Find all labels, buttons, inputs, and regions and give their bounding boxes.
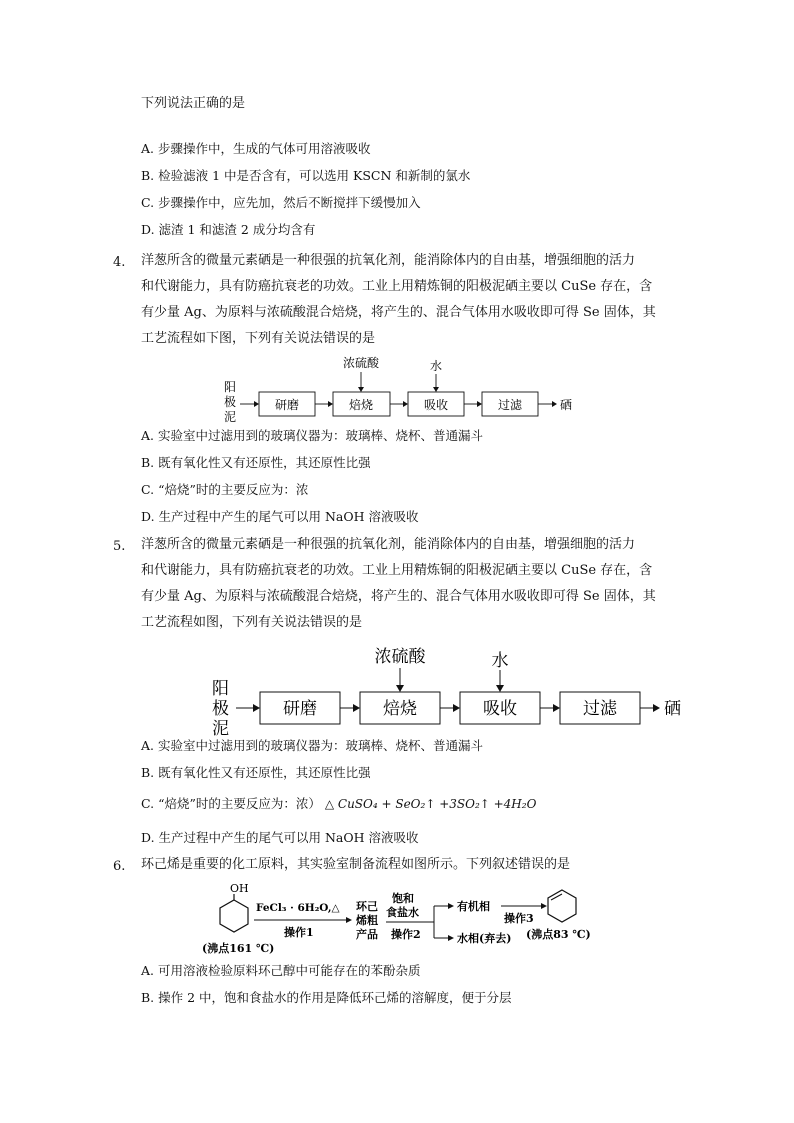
- reaction-equation: △ CuSO₄ + SeO₂↑ +3SO₂↑ +4H₂O: [324, 797, 537, 811]
- hydroxyl-label: OH: [230, 882, 249, 895]
- flow-arrowhead: [346, 917, 352, 923]
- flow-input-label: 浓硫酸: [342, 356, 380, 370]
- question-intro: 下列说法正确的是: [141, 96, 246, 111]
- flow-start-char: 极: [212, 699, 229, 719]
- flow-end-label: 硒: [560, 398, 573, 412]
- option-a: A. 可用溶液检验原料环己醇中可能存在的苯酚杂质: [141, 963, 421, 978]
- flow-start-char: 泥: [224, 410, 237, 424]
- flow-arrowhead: [448, 903, 454, 909]
- cyclohexene-structure: [548, 890, 576, 922]
- flow-box-label: 吸收: [483, 699, 517, 719]
- question-stem-line: 和代谢能力，具有防癌抗衰老的功效。工业上用精炼铜的阳极泥硒主要以 CuSe 存在，含: [141, 563, 653, 578]
- flow-start-char: 阳: [212, 679, 229, 699]
- boiling-point-label: (沸点161 ℃): [202, 942, 275, 955]
- question-stem-line: 工艺流程如下图，下列有关说法错误的是: [141, 331, 376, 346]
- flow-arrowhead: [353, 704, 360, 712]
- flow-arrowhead: [653, 704, 660, 712]
- question-stem-line: 有少量 Ag、为原料与浓硫酸混合焙烧，将产生的、混合气体用水吸收即可得 Se 固体，其: [141, 305, 656, 320]
- flow-input-label: 浓硫酸: [374, 647, 426, 667]
- option-b: B. 既有氧化性又有还原性，其还原性比强: [141, 455, 371, 470]
- process-flow-diagram: [220, 352, 580, 432]
- flow-arrowhead: [403, 401, 408, 407]
- organic-phase-label: 有机相: [457, 900, 490, 913]
- flow-input-label: 水: [429, 359, 443, 373]
- flow-arrowhead: [396, 685, 404, 692]
- option-c: [141, 795, 536, 813]
- crude-product-label: 环己: [356, 900, 378, 913]
- flow-arrowhead: [453, 704, 460, 712]
- aqueous-phase-label: 水相(弃去): [457, 932, 512, 945]
- brine-label: 饱和: [392, 892, 414, 905]
- question-stem-line: 环己烯是重要的化工原料，其实验室制备流程如图所示。下列叙述错误的是: [141, 857, 571, 872]
- flow-arrowhead: [477, 401, 482, 407]
- flow-box-label: 过滤: [497, 398, 523, 412]
- flow-start-char: 极: [224, 395, 237, 409]
- process-flow-diagram: [208, 640, 698, 740]
- flow-arrowhead: [496, 685, 504, 692]
- flow-arrowhead: [448, 935, 454, 941]
- flow-arrowhead: [553, 704, 560, 712]
- question-number: 5.: [113, 539, 126, 554]
- synthesis-flow-diagram: [196, 880, 616, 970]
- flow-arrowhead: [433, 387, 439, 392]
- question-stem-line: 洋葱所含的微量元素硒是一种很强的抗氧化剂，能消除体内的自由基，增强细胞的活力: [141, 537, 636, 552]
- flow-arrowhead: [253, 704, 260, 712]
- option-a: A. 步骤操作中，生成的气体可用溶液吸收: [141, 141, 371, 156]
- crude-product-label: 产品: [356, 928, 378, 941]
- flow-arrowhead: [358, 387, 364, 392]
- crude-product-label: 烯粗: [356, 914, 378, 927]
- flow-arrowhead: [541, 903, 547, 909]
- flow-arrowhead: [254, 401, 259, 407]
- option-d: D. 生产过程中产生的尾气可以用 NaOH 溶液吸收: [141, 509, 419, 524]
- boiling-point-label: (沸点83 ℃): [526, 928, 591, 941]
- operation-label: 操作3: [504, 912, 534, 925]
- operation-label: 操作2: [391, 928, 421, 941]
- question-stem-line: 有少量 Ag、为原料与浓硫酸混合焙烧，将产生的、混合气体用水吸收即可得 Se 固体，其: [141, 589, 656, 604]
- option-d: D. 滤渣 1 和滤渣 2 成分均含有: [141, 222, 316, 237]
- question-stem-line: 和代谢能力，具有防癌抗衰老的功效。工业上用精炼铜的阳极泥硒主要以 CuSe 存在，含: [141, 279, 653, 294]
- flow-arrowhead: [328, 401, 333, 407]
- flow-start-char: 阳: [224, 380, 237, 394]
- flow-box-label: 吸收: [423, 398, 449, 412]
- flow-box-label: 研磨: [283, 699, 317, 719]
- question-number: 4.: [113, 255, 126, 270]
- option-b: B. 检验滤液 1 中是否含有，可以选用 KSCN 和新制的氯水: [141, 168, 471, 183]
- option-c-text: C. “焙烧”时的主要反应为：浓）: [141, 796, 321, 811]
- cyclohexanol-structure: [220, 900, 248, 932]
- option-b: B. 操作 2 中，饱和食盐水的作用是降低环己烯的溶解度，便于分层: [141, 990, 512, 1005]
- reagent-label: FeCl₃ · 6H₂O,△: [256, 902, 340, 914]
- operation-label: 操作1: [284, 926, 314, 939]
- option-a: A. 实验室中过滤用到的玻璃仪器为：玻璃棒、烧杯、普通漏斗: [141, 738, 483, 753]
- flow-start-char: 泥: [212, 719, 229, 739]
- question-stem-line: 洋葱所含的微量元素硒是一种很强的抗氧化剂，能消除体内的自由基，增强细胞的活力: [141, 253, 636, 268]
- question-number: 6.: [113, 859, 126, 874]
- option-d: D. 生产过程中产生的尾气可以用 NaOH 溶液吸收: [141, 830, 419, 845]
- option-c: C. 步骤操作中，应先加，然后不断搅拌下缓慢加入: [141, 195, 421, 210]
- flow-box-label: 研磨: [274, 398, 300, 412]
- flow-input-label: 水: [491, 651, 509, 671]
- question-stem-line: 工艺流程如图，下列有关说法错误的是: [141, 615, 363, 630]
- flow-box-label: 过滤: [583, 699, 617, 719]
- flow-box-label: 焙烧: [383, 699, 417, 719]
- flow-arrowhead: [552, 401, 557, 407]
- option-c: C. “焙烧”时的主要反应为：浓: [141, 482, 309, 497]
- option-b: B. 既有氧化性又有还原性，其还原性比强: [141, 765, 371, 780]
- flow-box-label: 焙烧: [348, 398, 374, 412]
- option-a: A. 实验室中过滤用到的玻璃仪器为：玻璃棒、烧杯、普通漏斗: [141, 428, 483, 443]
- brine-label: 食盐水: [386, 906, 419, 919]
- flow-end-label: 硒: [664, 699, 681, 719]
